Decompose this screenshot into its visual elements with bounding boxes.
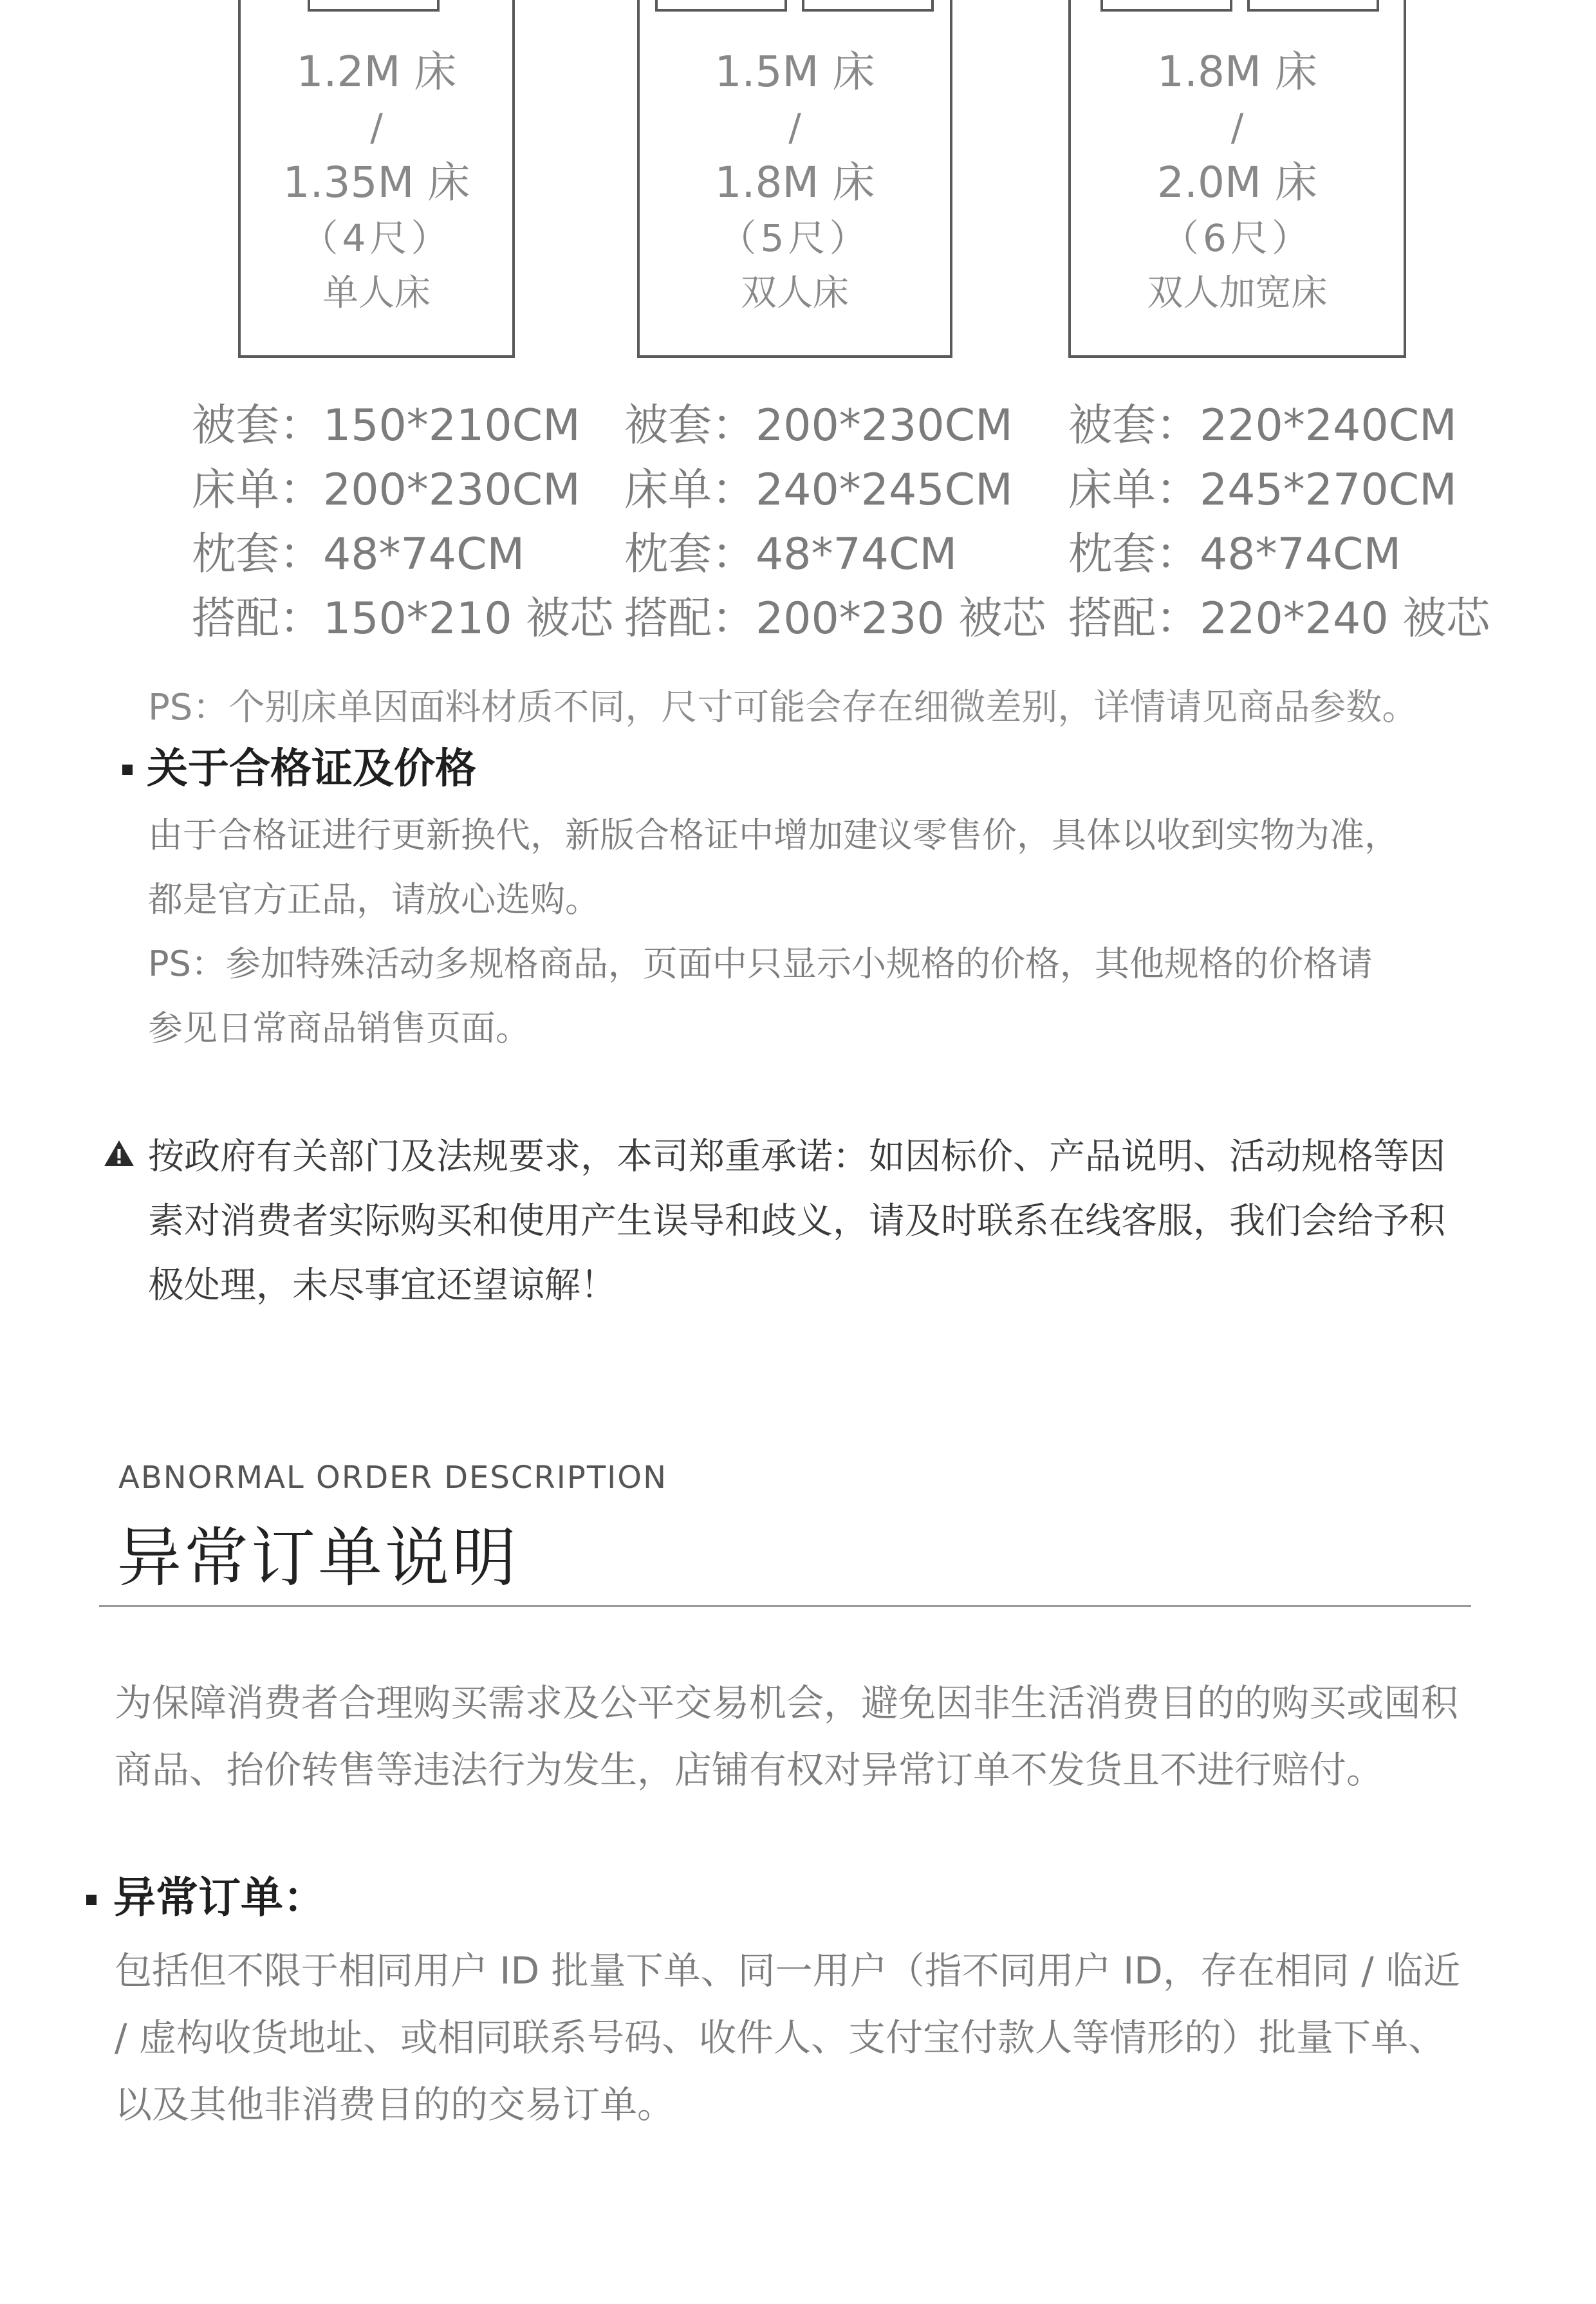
spec-match: 搭配：220*240 被芯 xyxy=(1068,593,1490,644)
spec-pillowcase: 枕套：48*74CM xyxy=(1068,529,1402,580)
certificate-line: 都是官方正品，请放心选购。 xyxy=(148,879,600,920)
section-divider xyxy=(99,1605,1471,1607)
spec-sheet: 床单：240*245CM xyxy=(624,465,1013,516)
spec-pillowcase: 枕套：48*74CM xyxy=(624,529,958,580)
certificate-line: 参见日常商品销售页面。 xyxy=(148,1008,530,1048)
spec-match: 搭配：200*230 被芯 xyxy=(624,593,1046,644)
bed-box-wide xyxy=(1068,0,1406,358)
section-subtitle-en: ABNORMAL ORDER DESCRIPTION xyxy=(118,1460,667,1496)
bed-size-a: 1.5M 床 xyxy=(714,47,875,97)
bed-box-single xyxy=(238,0,515,358)
spec-sheet: 床单：200*230CM xyxy=(192,465,580,516)
bullet-square-icon xyxy=(86,1895,97,1905)
bed-size-b: 1.8M 床 xyxy=(714,158,875,207)
spec-duvet: 被套：150*210CM xyxy=(192,400,580,451)
bed-slash: / xyxy=(1230,106,1244,149)
spec-pillowcase: 枕套：48*74CM xyxy=(192,529,525,580)
abnormal-detail xyxy=(115,1937,1460,2138)
detail-line: 以及其他非消费目的的交易订单。 xyxy=(115,2083,675,2126)
certificate-line: PS：参加特殊活动多规格商品，页面中只显示小规格的价格，其他规格的价格请 xyxy=(148,943,1373,984)
pillow-outline xyxy=(655,0,787,12)
intro-line: 商品、抬价转售等违法行为发生，店铺有权对异常订单不发货且不进行赔付。 xyxy=(115,1748,1384,1792)
warning-triangle-icon xyxy=(103,1139,135,1167)
pillow-outline xyxy=(308,0,440,12)
bed-chi: （5尺） xyxy=(719,216,871,260)
notice-line: 按政府有关部门及法规要求，本司郑重承诺：如因标价、产品说明、活动规格等因 xyxy=(148,1136,1445,1178)
spec-list-double xyxy=(624,394,1046,651)
section-title: 异常订单说明 xyxy=(117,1520,519,1595)
pillow-outline xyxy=(802,0,934,12)
notice-line: 素对消费者实际购买和使用产生误导和歧义，请及时联系在线客服，我们会给予积 xyxy=(148,1200,1445,1242)
size-ps-note: PS：个别床单因面料材质不同，尺寸可能会存在细微差别，详情请见商品参数。 xyxy=(148,687,1418,729)
notice-body xyxy=(148,1125,1445,1318)
bed-box-double xyxy=(637,0,952,358)
bed-slash: / xyxy=(370,106,383,149)
certificate-heading: 关于合格证及价格 xyxy=(147,745,476,793)
bed-size-b: 2.0M 床 xyxy=(1157,158,1317,207)
spec-match: 搭配：150*210 被芯 xyxy=(192,593,614,644)
bed-type: 单人床 xyxy=(322,272,431,314)
spec-duvet: 被套：220*240CM xyxy=(1068,400,1457,451)
pillow-outline xyxy=(1100,0,1232,12)
spec-list-single xyxy=(192,394,613,651)
bed-chi: （6尺） xyxy=(1162,216,1313,260)
bed-type: 双人加宽床 xyxy=(1147,272,1328,314)
detail-line: 包括但不限于相同用户 ID 批量下单、同一用户（指不同用户 ID，存在相同 / 临近 xyxy=(115,1949,1461,1993)
bullet-square-icon xyxy=(122,765,133,775)
bed-size-a: 1.8M 床 xyxy=(1157,47,1317,97)
certificate-line: 由于合格证进行更新换代，新版合格证中增加建议零售价，具体以收到实物为准， xyxy=(148,815,1399,855)
abnormal-intro xyxy=(115,1669,1458,1803)
bed-slash: / xyxy=(788,106,801,149)
abnormal-heading: 异常订单： xyxy=(113,1873,326,1922)
spec-list-wide xyxy=(1068,394,1490,651)
spec-duvet: 被套：200*230CM xyxy=(624,400,1013,451)
bed-size-a: 1.2M 床 xyxy=(296,47,457,97)
pillow-outline xyxy=(1247,0,1379,12)
bed-chi: （4尺） xyxy=(301,216,452,260)
spec-sheet: 床单：245*270CM xyxy=(1068,465,1457,516)
notice-line: 极处理，未尽事宜还望谅解！ xyxy=(148,1265,617,1306)
bed-size-b: 1.35M 床 xyxy=(283,158,470,207)
bed-type: 双人床 xyxy=(741,272,849,314)
intro-line: 为保障消费者合理购买需求及公平交易机会，避免因非生活消费目的的购买或囤积 xyxy=(115,1681,1459,1725)
detail-line: / 虚构收货地址、或相同联系号码、收件人、支付宝付款人等情形的）批量下单、 xyxy=(115,2016,1445,2059)
certificate-body xyxy=(148,803,1399,1061)
